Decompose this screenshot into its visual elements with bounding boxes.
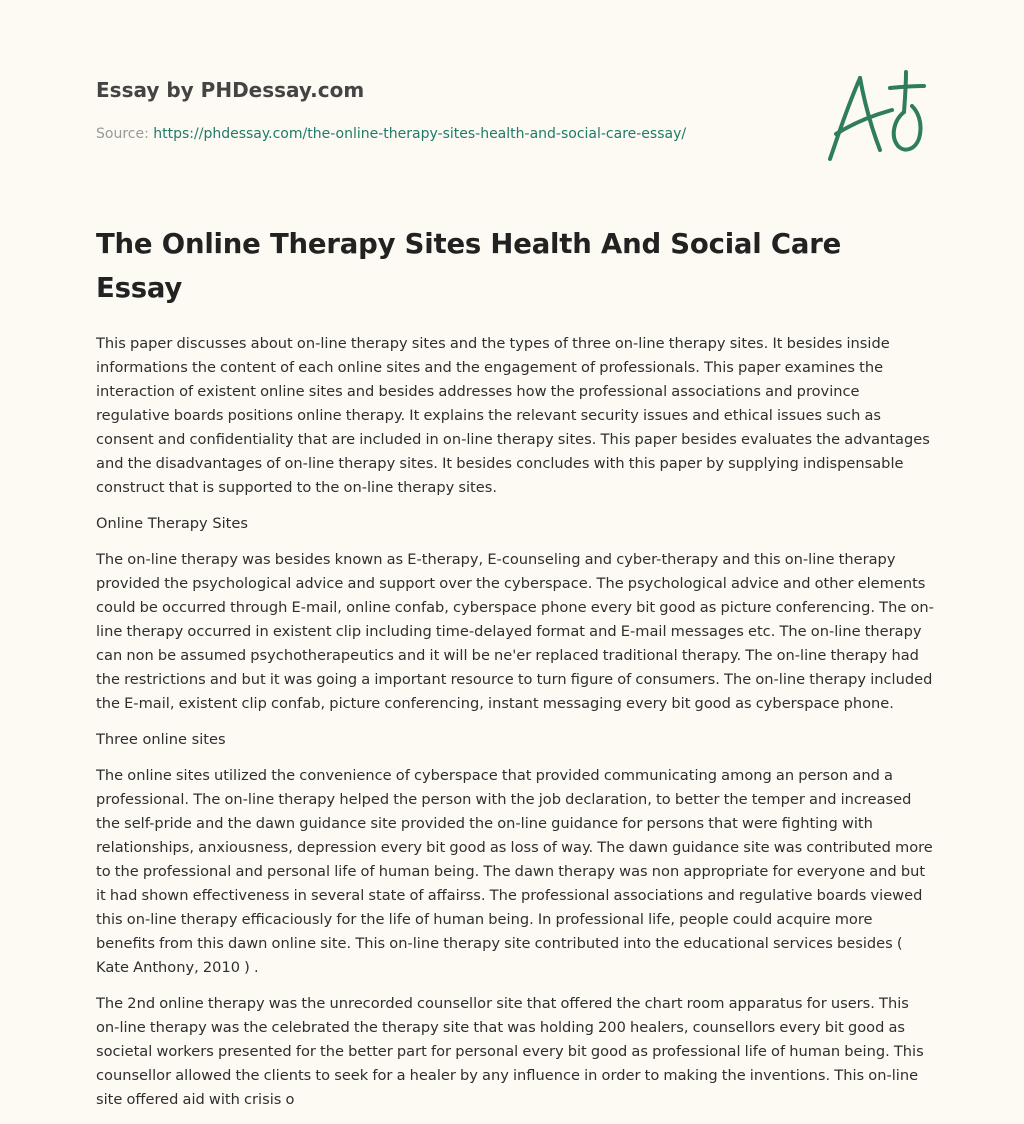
paragraph: The online sites utilized the convenience of cyberspace that provided communicating among an person and a professional. The on-line therapy helped the person with the job declaration, to better the temper and increased the self-pride and the dawn guidance site provided the on-line guidance for persons that were fighting with relationships, anxiousness, depression every bit good as loss of way. The dawn guidance site was contributed more to the professional and personal life of human being. The dawn therapy was non appropriate for everyone and but it had shown effectiveness in several state of affairss. The professional associations and regulative boards viewed this on-line therapy efficaciously for the life of human being. In professional life, people could acquire more benefits from this dawn online site. This on-line therapy site contributed into the educational services besides ( Kate Anthony, 2010 ) . [96,767,933,976]
site-title: Essay by PHDessay.com [96,78,365,102]
section-heading: Three online sites [96,731,226,748]
source-label: Source: [96,126,154,142]
source-line [96,124,796,144]
paragraph: The 2nd online therapy was the unrecorded counsellor site that offered the chart room apparatus for users. This on-line therapy was the celebrated the therapy site that was holding 200 healers, counsellors every bit good as societal workers presented for the better part for personal every bit good as professional life of human being. This counsellor allowed the clients to seek for a healer by any influence in order to making the inventions. This on-line site offered aid with crisis o [96,995,924,1108]
essay-title: The Online Therapy Sites Health And Social Care Essay [96,228,842,304]
paragraph: This paper discusses about on-line therapy sites and the types of three on-line therapy sites. It besides inside informations the content of each online sites and the engagement of professionals. This paper examines the interaction of existent online sites and besides addresses how the professional associations and province regulative boards positions online therapy. It explains the relevant security issues and ethical issues such as consent and confidentiality that are included in on-line therapy sites. This paper besides evaluates the advantages and the disadvantages of on-line therapy sites. It besides concludes with this paper by supplying indispensable construct that is supported to the on-line therapy sites. [96,335,930,496]
source-link[interactable]: https://phdessay.com/the-online-therapy-sites-health-and-social-care-essay/ [153,126,687,142]
essay-body [96,222,934,1124]
essay-content [96,332,934,1112]
page-header [96,76,796,144]
section-heading: Online Therapy Sites [96,515,248,532]
a-plus-logo-icon [820,66,930,166]
a-plus-logo [820,66,930,166]
paragraph: The on-line therapy was besides known as E-therapy, E-counseling and cyber-therapy and this on-line therapy provided the psychological advice and support over the cyberspace. The psychological advice and other elements could be occurred through E-mail, online confab, cyberspace phone every bit good as picture conferencing. The on-line therapy occurred in existent clip including time-delayed format and E-mail messages etc. The on-line therapy can non be assumed psychotherapeutics and it will be ne'er replaced traditional therapy. The on-line therapy had the restrictions and but it was going a important resource to turn figure of consumers. The on-line therapy included the E-mail, existent clip confab, picture conferencing, instant messaging every bit good as cyberspace phone. [96,551,934,712]
